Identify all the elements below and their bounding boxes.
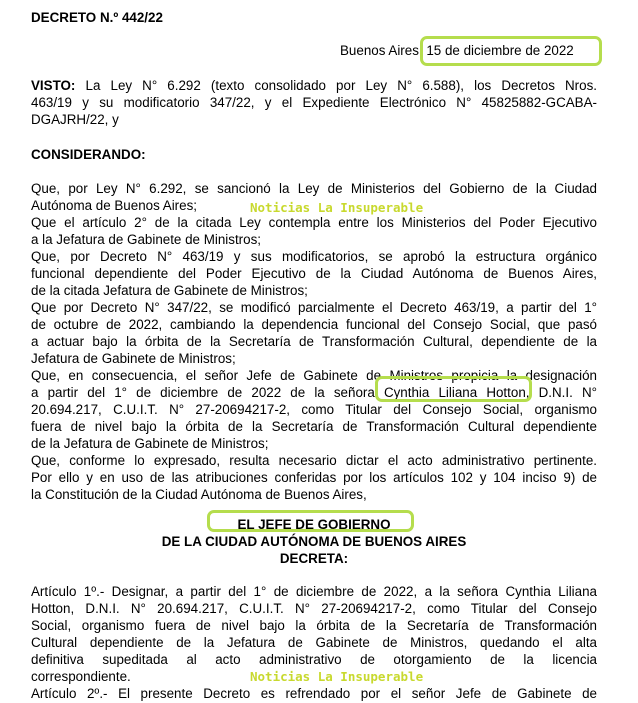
considerando-line: a la Jefatura de Gabinete de Ministros; bbox=[31, 232, 262, 247]
watermark-text: Noticias La Insuperable bbox=[250, 200, 424, 215]
articulo-line: Social, organismo fuera de nivel bajo la órbita de la Secretaría de Transformación bbox=[31, 618, 597, 633]
highlight-box-name bbox=[375, 376, 532, 402]
considerando-line: fuera de nivel bajo la órbita de la Secretaría de Transformación Cultural dependiente bbox=[31, 419, 597, 434]
considerando-line: Por ello y en uso de las atribuciones conferidas por los artículos 102 y 104 inciso 9) de bbox=[31, 470, 597, 485]
heading-line-1: EL JEFE DE GOBIERNO bbox=[237, 517, 391, 532]
articulo-line: Artículo 2º.- El presente Decreto es refrendado por el señor Jefe de Gabinete de bbox=[31, 686, 597, 701]
considerando-line: Que por Decreto N° 347/22, se modificó parcialmente el Decreto 463/19, a partir del 1° bbox=[31, 300, 597, 315]
considerando-line: Que, en consecuencia, el señor Jefe de Gabinete de Ministros propicia la designación bbox=[31, 368, 597, 383]
visto-line-2: 463/19 y su modificatorio 347/22, y el Expediente Electrónico N° 45825882-GCABA- bbox=[31, 95, 597, 110]
considerando-line: de la Jefatura de Gabinete de Ministros; bbox=[31, 436, 269, 451]
visto-line-3: DGAJRH/22, y bbox=[31, 112, 119, 127]
place: Buenos Aires bbox=[340, 43, 419, 58]
considerando-line: Que, por Ley N° 6.292, se sancionó la Ley de Ministerios del Gobierno de la Ciudad bbox=[31, 181, 597, 196]
watermark-text: Noticias La Insuperable bbox=[250, 669, 424, 684]
visto-line-1: VISTO: La Ley N° 6.292 (texto consolidado por Ley N° 6.588), los Decretos Nros. bbox=[31, 78, 597, 93]
considerando-line: funcional dependiente del Poder Ejecutivo de la Ciudad Autónoma de Buenos Aires, bbox=[31, 266, 597, 281]
date: , 15 de diciembre de 2022 bbox=[418, 43, 574, 58]
articulo-line: Artículo 1º.- Designar, a partir del 1° de diciembre de 2022, a la señora Cynthia Liliana bbox=[31, 584, 597, 599]
articulo-line: Hotton, D.N.I. N° 20.694.217, C.U.I.T. N° 27-20694217-2, como Titular del Consejo bbox=[31, 601, 597, 616]
considerando-line: a partir del 1° de diciembre de 2022 de la señora Cynthia Liliana Hotton, D.N.I. N° bbox=[31, 385, 597, 400]
highlight-box-heading bbox=[207, 510, 414, 532]
considerando-line: Autónoma de Buenos Aires; bbox=[31, 198, 198, 213]
considerando-line: Que, conforme lo expresado, resulta necesario dictar el acto administrativo pertinente. bbox=[31, 453, 597, 468]
highlight-box-date bbox=[420, 36, 602, 66]
considerando-line: Que, por Decreto N° 463/19 y sus modificatorios, se aprobó la estructura orgánico bbox=[31, 249, 597, 264]
considerando-line: de octubre de 2022, cambiando la dependencia funcional del Consejo Social, que pasó bbox=[31, 317, 597, 332]
visto-label: VISTO: bbox=[31, 78, 76, 93]
decree-number: DECRETO N.º 442/22 bbox=[31, 10, 163, 25]
considerando-line: Que el artículo 2° de la citada Ley contempla entre los Ministerios del Poder Ejecutivo bbox=[31, 215, 597, 230]
heading-line-3: DECRETA: bbox=[279, 551, 349, 566]
articulo-line: definitiva supeditada al acto administrativo de otorgamiento de la licencia bbox=[31, 652, 597, 667]
heading-line-2: DE LA CIUDAD AUTÓNOMA DE BUENOS AIRES bbox=[161, 534, 467, 549]
considerando-line: de la citada Jefatura de Gabinete de Ministros; bbox=[31, 283, 308, 298]
articulo-line: Cultural dependiente de la Jefatura de Gabinete de Ministros, quedando el alta bbox=[31, 635, 597, 650]
considerando-line: la Constitución de la Ciudad Autónoma de Buenos Aires, bbox=[31, 487, 367, 502]
considerando-line: Jefatura de Gabinete de Ministros; bbox=[31, 351, 236, 366]
considerando-line: 20.694.217, C.U.I.T. N° 27-20694217-2, como Titular del Consejo Social, organismo bbox=[31, 402, 597, 417]
considerando-label: CONSIDERANDO: bbox=[31, 147, 146, 162]
considerando-line: a actuar bajo la órbita de la Secretaría de Transformación Cultural, dependiente de la bbox=[31, 334, 597, 349]
articulo-line: correspondiente. bbox=[31, 669, 131, 684]
